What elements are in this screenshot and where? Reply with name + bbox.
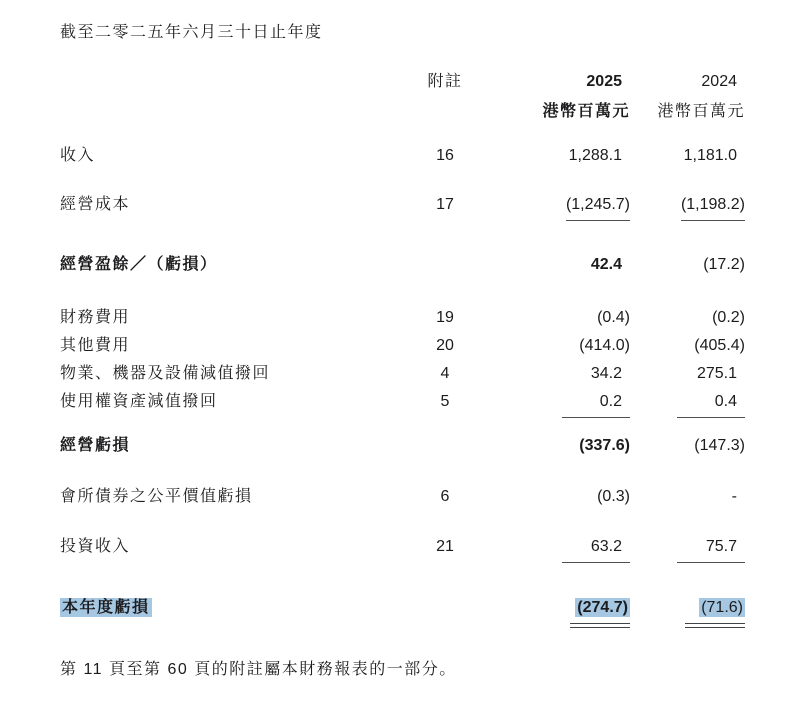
table-row-other-expenses xyxy=(60,333,745,361)
note-ref: 16 xyxy=(436,147,454,164)
value-2024: 75.7 xyxy=(677,534,745,563)
row-label: 收入 xyxy=(60,147,96,164)
note-ref: 5 xyxy=(440,393,450,410)
value-2024: - xyxy=(731,488,737,505)
value-2025: (414.0) xyxy=(579,337,630,354)
table-row-finance-costs xyxy=(60,305,745,333)
row-label: 會所債券之公平價值虧損 xyxy=(60,488,253,505)
selected-text-highlight: (274.7) xyxy=(577,599,628,616)
note-ref: 21 xyxy=(436,538,454,555)
year-2025-label: 2025 xyxy=(586,73,622,90)
value-2024 xyxy=(685,595,745,624)
value-2025: 63.2 xyxy=(562,534,630,563)
value-2025: 1,288.1 xyxy=(568,147,622,164)
income-statement-table xyxy=(60,68,745,624)
column-header-2025 xyxy=(510,68,630,125)
note-ref: 19 xyxy=(436,309,454,326)
table-header xyxy=(60,68,745,125)
value-2024: (405.4) xyxy=(694,337,745,354)
note-ref: 6 xyxy=(440,488,450,505)
table-row-ppe-impairment-reversal xyxy=(60,361,745,389)
value-2024: (147.3) xyxy=(694,437,745,454)
value-2024: 1,181.0 xyxy=(683,147,737,164)
value-2024: (1,198.2) xyxy=(681,192,745,221)
selected-text-highlight: (71.6) xyxy=(701,599,743,616)
value-2024: 275.1 xyxy=(696,365,737,382)
value-2025: (0.3) xyxy=(597,488,630,505)
table-row-operating-costs xyxy=(60,192,745,221)
row-label: 其他費用 xyxy=(60,337,131,354)
value-2025: 42.4 xyxy=(590,256,622,273)
value-2024: (0.2) xyxy=(712,309,745,326)
value-2025: (0.4) xyxy=(597,309,630,326)
row-label: 經營成本 xyxy=(60,196,131,213)
note-ref: 17 xyxy=(436,196,454,213)
unit-label-2024: 港幣百萬元 xyxy=(657,103,745,120)
table-row-operating-loss xyxy=(60,433,745,461)
row-label: 財務費用 xyxy=(60,309,131,326)
row-label: 經營盈餘／（虧損） xyxy=(60,256,218,273)
value-2025: (337.6) xyxy=(579,437,630,454)
row-label: 物業、機器及設備減值撥回 xyxy=(60,365,271,382)
table-row-loss-for-the-year xyxy=(60,595,745,624)
row-label: 經營虧損 xyxy=(60,437,131,454)
value-2025: 34.2 xyxy=(590,365,622,382)
value-2025: 0.2 xyxy=(562,389,630,418)
value-2025 xyxy=(570,595,630,624)
value-2024: (17.2) xyxy=(703,256,745,273)
column-header-note: 附註 xyxy=(427,73,463,90)
table-row-club-debenture-fair-value-loss xyxy=(60,484,745,512)
table-row-operating-surplus-loss xyxy=(60,252,745,280)
row-label: 投資收入 xyxy=(60,538,131,555)
note-ref: 4 xyxy=(440,365,450,382)
column-header-2024 xyxy=(630,68,745,125)
unit-label-2025: 港幣百萬元 xyxy=(542,103,630,120)
row-label: 使用權資產減值撥回 xyxy=(60,393,218,410)
note-ref: 20 xyxy=(436,337,454,354)
value-2025: (1,245.7) xyxy=(566,192,630,221)
notes-reference-footnote: 第 11 頁至第 60 頁的附註屬本財務報表的一部分。 xyxy=(60,661,457,678)
selected-text-highlight: 本年度虧損 xyxy=(62,599,150,616)
value-2024: 0.4 xyxy=(677,389,745,418)
table-row-rou-impairment-reversal xyxy=(60,389,745,418)
year-2024-label: 2024 xyxy=(701,73,737,90)
table-row-revenue xyxy=(60,143,745,171)
table-row-investment-income xyxy=(60,534,745,563)
statement-period-title: 截至二零二五年六月三十日止年度 xyxy=(60,24,323,41)
row-label xyxy=(60,595,380,620)
